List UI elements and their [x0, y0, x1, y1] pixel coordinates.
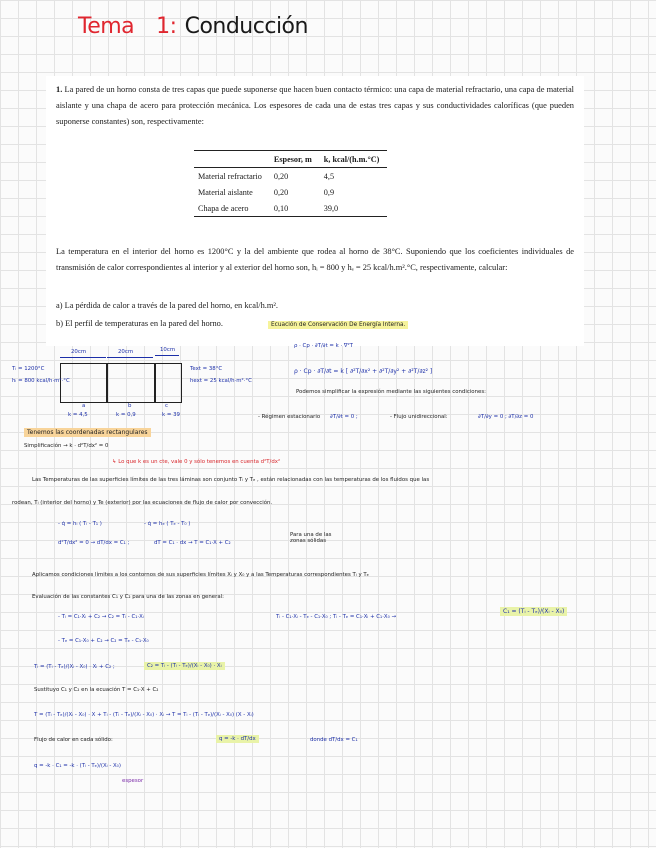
flow-equation: ∂T/∂y = 0 ; ∂T/∂z = 0: [478, 414, 534, 420]
convection-interior: - q̇ = hᵢ ( Tᵢ - T₁ ): [58, 521, 102, 527]
problem-intro: 1. La pared de un horno consta de tres capas que puede suponerse que hacen buen contacto térmico: una capa de material refractario, una capa de material aislante y una chapa de acero para protección mecánica. Los espesores de cada una de estas tres capas y sus conductividades caloríficas (que pueden suponerse constantes) son, respectivamente:: [56, 85, 575, 126]
layer-label-b: b: [128, 403, 132, 409]
table-header: Espesor, m: [270, 151, 320, 168]
exterior-temp: Text = 38°C: [190, 366, 223, 372]
thickness-a: 20cm: [71, 349, 87, 355]
thickness-c: 10cm: [160, 347, 176, 353]
simplification: Simplificación → k · d²T/dx² = 0: [24, 443, 109, 449]
layer-label-c: c: [165, 403, 168, 409]
regime-equation: ∂T/∂t = 0 ;: [330, 414, 358, 420]
heat-flux-result: q = -k · C₁ = -k · (Tᵢ - Tₑ)/(Xᵢ - X₀): [34, 763, 121, 769]
energy-equation-1: ρ · Cp · ∂T/∂t = k · ∇²T: [294, 343, 353, 349]
constant-c1-result: C₁ = (Tᵢ - Tₑ)/(Xᵢ - X₀): [500, 607, 567, 616]
fourier-law: q = -k · dT/dx: [216, 735, 259, 743]
layers-table: [194, 150, 387, 217]
exterior-coef: hext = 25 kcal/h·m²·°C: [190, 378, 252, 384]
question-b: b) El perfil de temperaturas en la pared del horno.: [56, 319, 223, 328]
question-a: a) La pérdida de calor a través de la pared del horno, en kcal/h.m².: [56, 301, 279, 310]
interior-coef: hᵢ = 800 kcal/h·m²·°C: [12, 378, 70, 384]
energy-equation-title: Ecuación de Conservación De Energía Interna.: [268, 321, 408, 329]
boundary-text-2: rodean, Tᵢ (interior del horno) y Te (exterior) por las ecuaciones de flujo de calor por convección.: [12, 500, 273, 506]
dimension-arrow: [155, 355, 179, 356]
temperature-profile: T = (Tᵢ - Tₑ)/(Xᵢ - X₀) · X + Tᵢ - (Tᵢ - Tₑ)/(Xᵢ - X₀) · Xᵢ → T = Tᵢ - (Tᵢ - Tₑ)/(Xᵢ - X₀) (X - Xᵢ): [34, 712, 254, 718]
table-header: k, kcal/(h.m.°C): [320, 151, 388, 168]
convection-exterior: - q̇ = hₑ ( Tₑ - T₀ ): [144, 521, 191, 527]
constant-c2-from-ti: - Tᵢ = C₁·Xᵢ + C₂ → C₂ = Tᵢ - C₁·Xᵢ: [58, 614, 144, 620]
table-row: Material refractario 0,20 4,5: [198, 171, 335, 181]
problem-statement: [46, 76, 584, 346]
thickness-b: 20cm: [118, 349, 134, 355]
wall-layer-b: [106, 363, 156, 403]
boundary-text-1: Las Temperaturas de las superficies límites de las tres láminas son conjunto Tᵢ y Tₑ , están relacionadas con las temperaturas de los fluidos que las: [32, 477, 430, 483]
table-row: Chapa de acero 0,10 39,0: [194, 200, 387, 217]
dimension-arrow: [60, 357, 106, 358]
dimension-arrow: [107, 357, 153, 358]
k-acero: k = 39: [162, 412, 180, 418]
integration-note: Para una de las zonas sólidas: [290, 532, 332, 544]
constant-c2-equation: Tᵢ = (Tᵢ - Tₑ)/(Xᵢ - X₀) · Xᵢ + C₂ ;: [34, 664, 115, 670]
table-row: Material aislante 0,20 0,9: [198, 187, 335, 197]
constants-evaluation: Evaluación de las constantes C₁ y C₂ para una de las zonas en general:: [32, 594, 224, 600]
problem-number: 1.: [56, 85, 63, 94]
apply-conditions: Aplicamos condiciones límites a los contornos de sus superficies límites Xᵢ y X₀ y a las Temperaturas correspondientes Tᵢ y Tₑ: [32, 572, 369, 578]
substitution-note: Sustituyo C₁ y C₂ en la ecuación T = C₁·X + C₂: [34, 687, 159, 693]
coordinates-note: Tenemos las coordenadas rectangulares: [24, 428, 151, 437]
interior-temp: Tᵢ = 1200°C: [12, 366, 45, 372]
simplification-note: ↳ Lo que k es un cte, vale 0 y sólo tenemos en cuenta d²T/dx²: [112, 459, 281, 465]
thickness-label: espesor: [122, 778, 144, 784]
page-title: [78, 14, 308, 39]
k-aislante: k = 0,9: [116, 412, 136, 418]
k-refractario: k = 4,5: [68, 412, 88, 418]
constant-c1-derivation: Tᵢ - C₁·Xᵢ - Tₑ - C₁·X₀ ; Tᵢ - Tₑ = C₁·Xᵢ + C₁·X₀ →: [276, 614, 397, 620]
layer-label-a: a: [82, 403, 86, 409]
constant-c2-from-te: - Tₑ = C₁·X₀ + C₂ → C₂ = Tₑ - C₁·X₀: [58, 638, 149, 644]
flow-condition: - Flujo unidireccional:: [390, 414, 448, 420]
constant-c2-result: C₂ = Tᵢ - (Tᵢ - Tₑ)/(Xᵢ - X₀) · Xᵢ: [144, 662, 225, 670]
title-topic: Conducción: [184, 14, 308, 39]
integration-step-1: d²T/dx² = 0 → dT/dx = C₁ ;: [58, 540, 130, 546]
energy-equation-2: ρ · Cp · ∂T/∂t = k [ ∂²T/∂x² + ∂²T/∂y² + ∂²T/∂z² ]: [294, 368, 433, 375]
gradient-definition: donde dT/dx = C₁: [310, 737, 358, 743]
title-number: 1:: [156, 14, 177, 39]
wall-layer-c: [154, 363, 182, 403]
heat-flow-label: Flujo de calor en cada sólido:: [34, 737, 113, 743]
title-tema: Tema: [78, 14, 135, 39]
simplify-note: Podemos simplificar la expresión mediante las siguientes condiciones:: [296, 389, 486, 395]
problem-body: La temperatura en el interior del horno es 1200°C y la del ambiente que rodea al horno de 38°C. Suponiendo que los coeficientes individuales de transmisión de calor correspondientes al interior y al exterior del horno son, hᵢ = 800 y hₑ = 25 kcal/h.m².°C, respectivamente, calcular:: [56, 247, 574, 272]
integration-step-2: dT = C₁ · dx → T = C₁·X + C₂: [154, 540, 231, 546]
table-header: [194, 151, 270, 168]
regime-condition: - Régimen estacionario: [258, 414, 321, 420]
